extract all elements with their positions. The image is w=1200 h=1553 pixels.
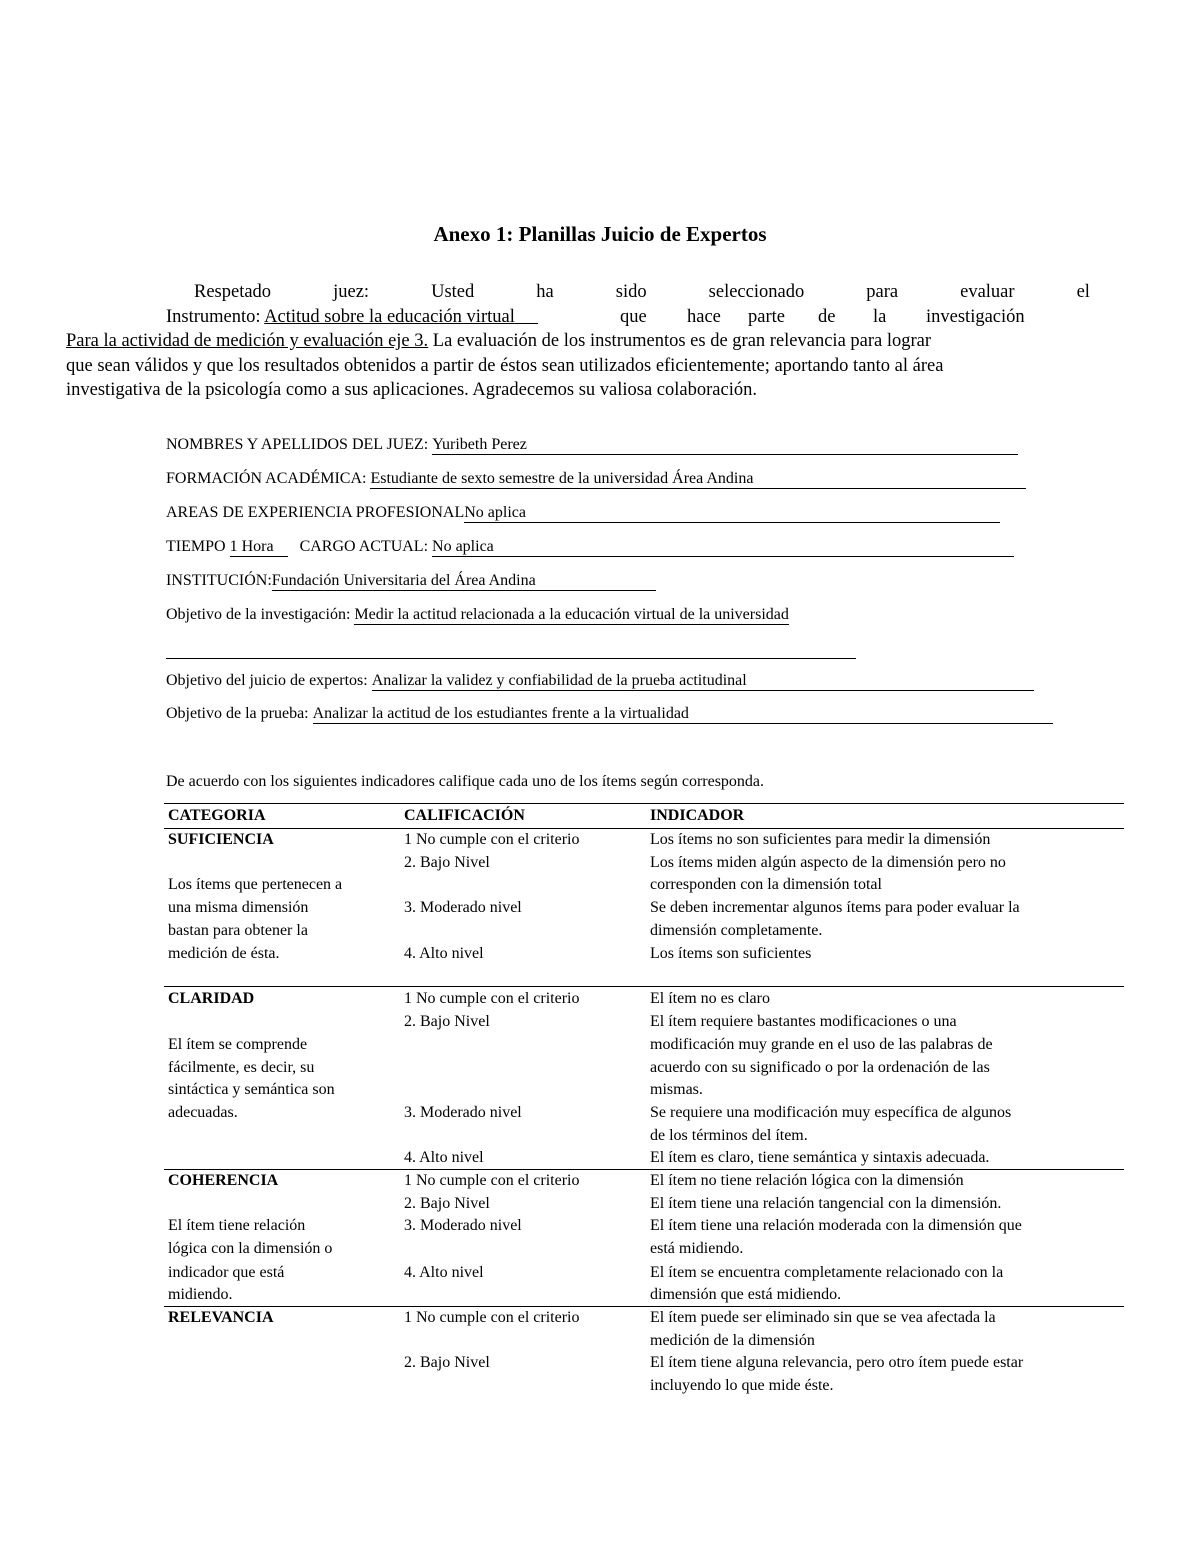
grade: 1 No cumple con el criterio [404, 1309, 580, 1326]
grade: 4. Alto nivel [404, 1264, 484, 1281]
experience-areas-label: AREAS DE EXPERIENCIA PROFESIONAL [166, 504, 465, 521]
table-rule [164, 803, 1124, 804]
category-description: lógica con la dimensión o [168, 1240, 333, 1257]
intro-word: el [1076, 282, 1090, 302]
category-description: indicador que está [168, 1264, 285, 1281]
indicator: Los ítems son suficientes [650, 945, 812, 962]
experience-areas-value: No aplica [464, 504, 1000, 523]
indicator: Se deben incrementar algunos ítems para poder evaluar la [650, 899, 1020, 916]
intro-word: evaluar [960, 282, 1015, 302]
formation-label: FORMACIÓN ACADÉMICA: [166, 470, 367, 487]
time-value: 1 Hora [230, 538, 288, 557]
grade: 2. Bajo Nivel [404, 1013, 490, 1030]
institution-value: Fundación Universitaria del Área Andina [272, 572, 656, 591]
time-cargo-row [166, 538, 1014, 557]
research-objective-continuation-line [166, 658, 856, 659]
indicator: Se requiere una modificación muy específica de algunos [650, 1104, 1012, 1121]
judge-objective-label: Objetivo del juicio de expertos: [166, 672, 368, 689]
indicator: modificación muy grande en el uso de las palabras de [650, 1036, 993, 1053]
category-coherencia: COHERENCIA [168, 1172, 279, 1189]
research-objective-label: Objetivo de la investigación: [166, 606, 351, 623]
category-description: una misma dimensión [168, 899, 309, 916]
grade: 4. Alto nivel [404, 945, 484, 962]
grade: 3. Moderado nivel [404, 1104, 522, 1121]
indicator: El ítem se encuentra completamente relacionado con la [650, 1264, 1004, 1281]
grade: 4. Alto nivel [404, 1149, 484, 1166]
test-objective-row [166, 705, 1053, 724]
intro-word: investigación [926, 306, 1025, 327]
institution-row [166, 572, 656, 591]
intro-word: parte [748, 306, 785, 327]
intro-line-5: investigativa de la psicología como a sus aplicaciones. Agradecemos su valiosa colaboración. [66, 380, 757, 400]
instrument-name-text: Actitud sobre la educación virtual [264, 306, 515, 327]
indicator: incluyendo lo que mide éste. [650, 1377, 834, 1394]
cargo-label: CARGO ACTUAL: [299, 538, 429, 555]
indicator: El ítem tiene una relación moderada con la dimensión que [650, 1217, 1022, 1234]
category-description: El ítem se comprende [168, 1036, 308, 1053]
judge-name-value: Yuribeth Perez [432, 436, 1018, 455]
grade: 2. Bajo Nivel [404, 1354, 490, 1371]
intro-line-2 [66, 305, 1090, 330]
indicator: de los términos del ítem. [650, 1127, 808, 1144]
intro-line-4: que sean válidos y que los resultados obtenidos a partir de éstos sean utilizados eficientemente; aportando tanto al área [66, 355, 944, 376]
intro-paragraph [66, 280, 1090, 403]
formation-row [166, 470, 1026, 489]
intro-word: para [866, 282, 899, 302]
category-description: El ítem tiene relación [168, 1217, 306, 1234]
indicator: dimensión completamente. [650, 922, 823, 939]
indicator: El ítem no tiene relación lógica con la dimensión [650, 1172, 964, 1189]
institution-label: INSTITUCIÓN: [166, 572, 272, 589]
category-description: sintáctica y semántica son [168, 1081, 335, 1098]
indicator: medición de la dimensión [650, 1332, 815, 1349]
intro-word: Usted [431, 282, 475, 302]
table-rule [164, 986, 1124, 987]
time-label: TIEMPO [166, 538, 226, 555]
judge-objective-row [166, 672, 1034, 691]
grade: 2. Bajo Nivel [404, 1195, 490, 1212]
judge-name-label: NOMBRES Y APELLIDOS DEL JUEZ: [166, 436, 429, 453]
intro-word: juez: [333, 282, 370, 302]
activity-name: Para la actividad de medición y evaluación eje 3. [66, 331, 429, 351]
research-objective-row [166, 606, 789, 625]
indicator: El ítem tiene una relación tangencial con la dimensión. [650, 1195, 1002, 1212]
header-categoria: CATEGORIA [168, 807, 266, 824]
category-relevancia: RELEVANCIA [168, 1309, 274, 1326]
research-objective-value: Medir la actitud relacionada a la educación virtual de la universidad [354, 606, 789, 623]
category-description: bastan para obtener la [168, 922, 308, 939]
indicator: El ítem requiere bastantes modificaciones o una [650, 1013, 957, 1030]
cargo-value: No aplica [432, 538, 1014, 557]
table-rule [164, 1169, 1124, 1170]
header-indicador: INDICADOR [650, 807, 745, 824]
instrument-label: Instrumento: [166, 306, 261, 327]
intro-word: que [620, 306, 647, 327]
intro-word: ha [536, 282, 554, 302]
category-description: adecuadas. [168, 1104, 238, 1121]
intro-word: de [818, 306, 836, 327]
intro-word: seleccionado [708, 282, 805, 302]
indicator: El ítem no es claro [650, 990, 770, 1007]
category-description: medición de ésta. [168, 945, 280, 962]
category-claridad: CLARIDAD [168, 990, 255, 1007]
formation-value: Estudiante de sexto semestre de la universidad Área Andina [370, 470, 1026, 489]
indicator: Los ítems no son suficientes para medir la dimensión [650, 831, 991, 848]
indicator: mismas. [650, 1081, 703, 1098]
grade: 1 No cumple con el criterio [404, 831, 580, 848]
category-description: fácilmente, es decir, su [168, 1059, 315, 1076]
intro-word: sido [615, 282, 647, 302]
intro-word: hace [687, 306, 721, 327]
indicator: acuerdo con su significado o por la ordenación de las [650, 1059, 990, 1076]
intro-text: La evaluación de los instrumentos es de gran relevancia para lograr [428, 331, 932, 351]
indicator: El ítem es claro, tiene semántica y sintaxis adecuada. [650, 1149, 990, 1166]
grade: 3. Moderado nivel [404, 899, 522, 916]
rating-instruction: De acuerdo con los siguientes indicadores califique cada uno de los ítems según corresponda. [166, 773, 765, 790]
grade: 1 No cumple con el criterio [404, 1172, 580, 1189]
intro-word: Respetado [194, 282, 272, 302]
document-title: Anexo 1: Planillas Juicio de Expertos [433, 222, 767, 246]
header-calificacion: CALIFICACIÓN [404, 807, 525, 824]
indicator: dimensión que está midiendo. [650, 1286, 842, 1303]
indicator: El ítem tiene alguna relevancia, pero otro ítem puede estar [650, 1354, 1024, 1371]
grade: 1 No cumple con el criterio [404, 990, 580, 1007]
intro-line-3 [66, 329, 1090, 354]
test-objective-value: Analizar la actitud de los estudiantes frente a la virtualidad [313, 705, 1053, 724]
intro-line-1 [66, 280, 1090, 305]
judge-objective-value: Analizar la validez y confiabilidad de la prueba actitudinal [372, 672, 1034, 691]
grade: 3. Moderado nivel [404, 1217, 522, 1234]
indicator: El ítem puede ser eliminado sin que se vea afectada la [650, 1309, 996, 1326]
test-objective-label: Objetivo de la prueba: [166, 705, 309, 722]
judge-name-row [166, 436, 1018, 455]
indicator: Los ítems miden algún aspecto de la dimensión pero no [650, 854, 1006, 871]
category-description: midiendo. [168, 1286, 233, 1303]
category-suficiencia: SUFICIENCIA [168, 831, 274, 848]
intro-word: la [873, 306, 887, 327]
experience-areas-row [166, 504, 1000, 523]
category-description: Los ítems que pertenecen a [168, 876, 343, 893]
instrument-name [264, 307, 538, 327]
indicator: está midiendo. [650, 1240, 744, 1257]
grade: 2. Bajo Nivel [404, 854, 490, 871]
indicator: corresponden con la dimensión total [650, 876, 882, 893]
